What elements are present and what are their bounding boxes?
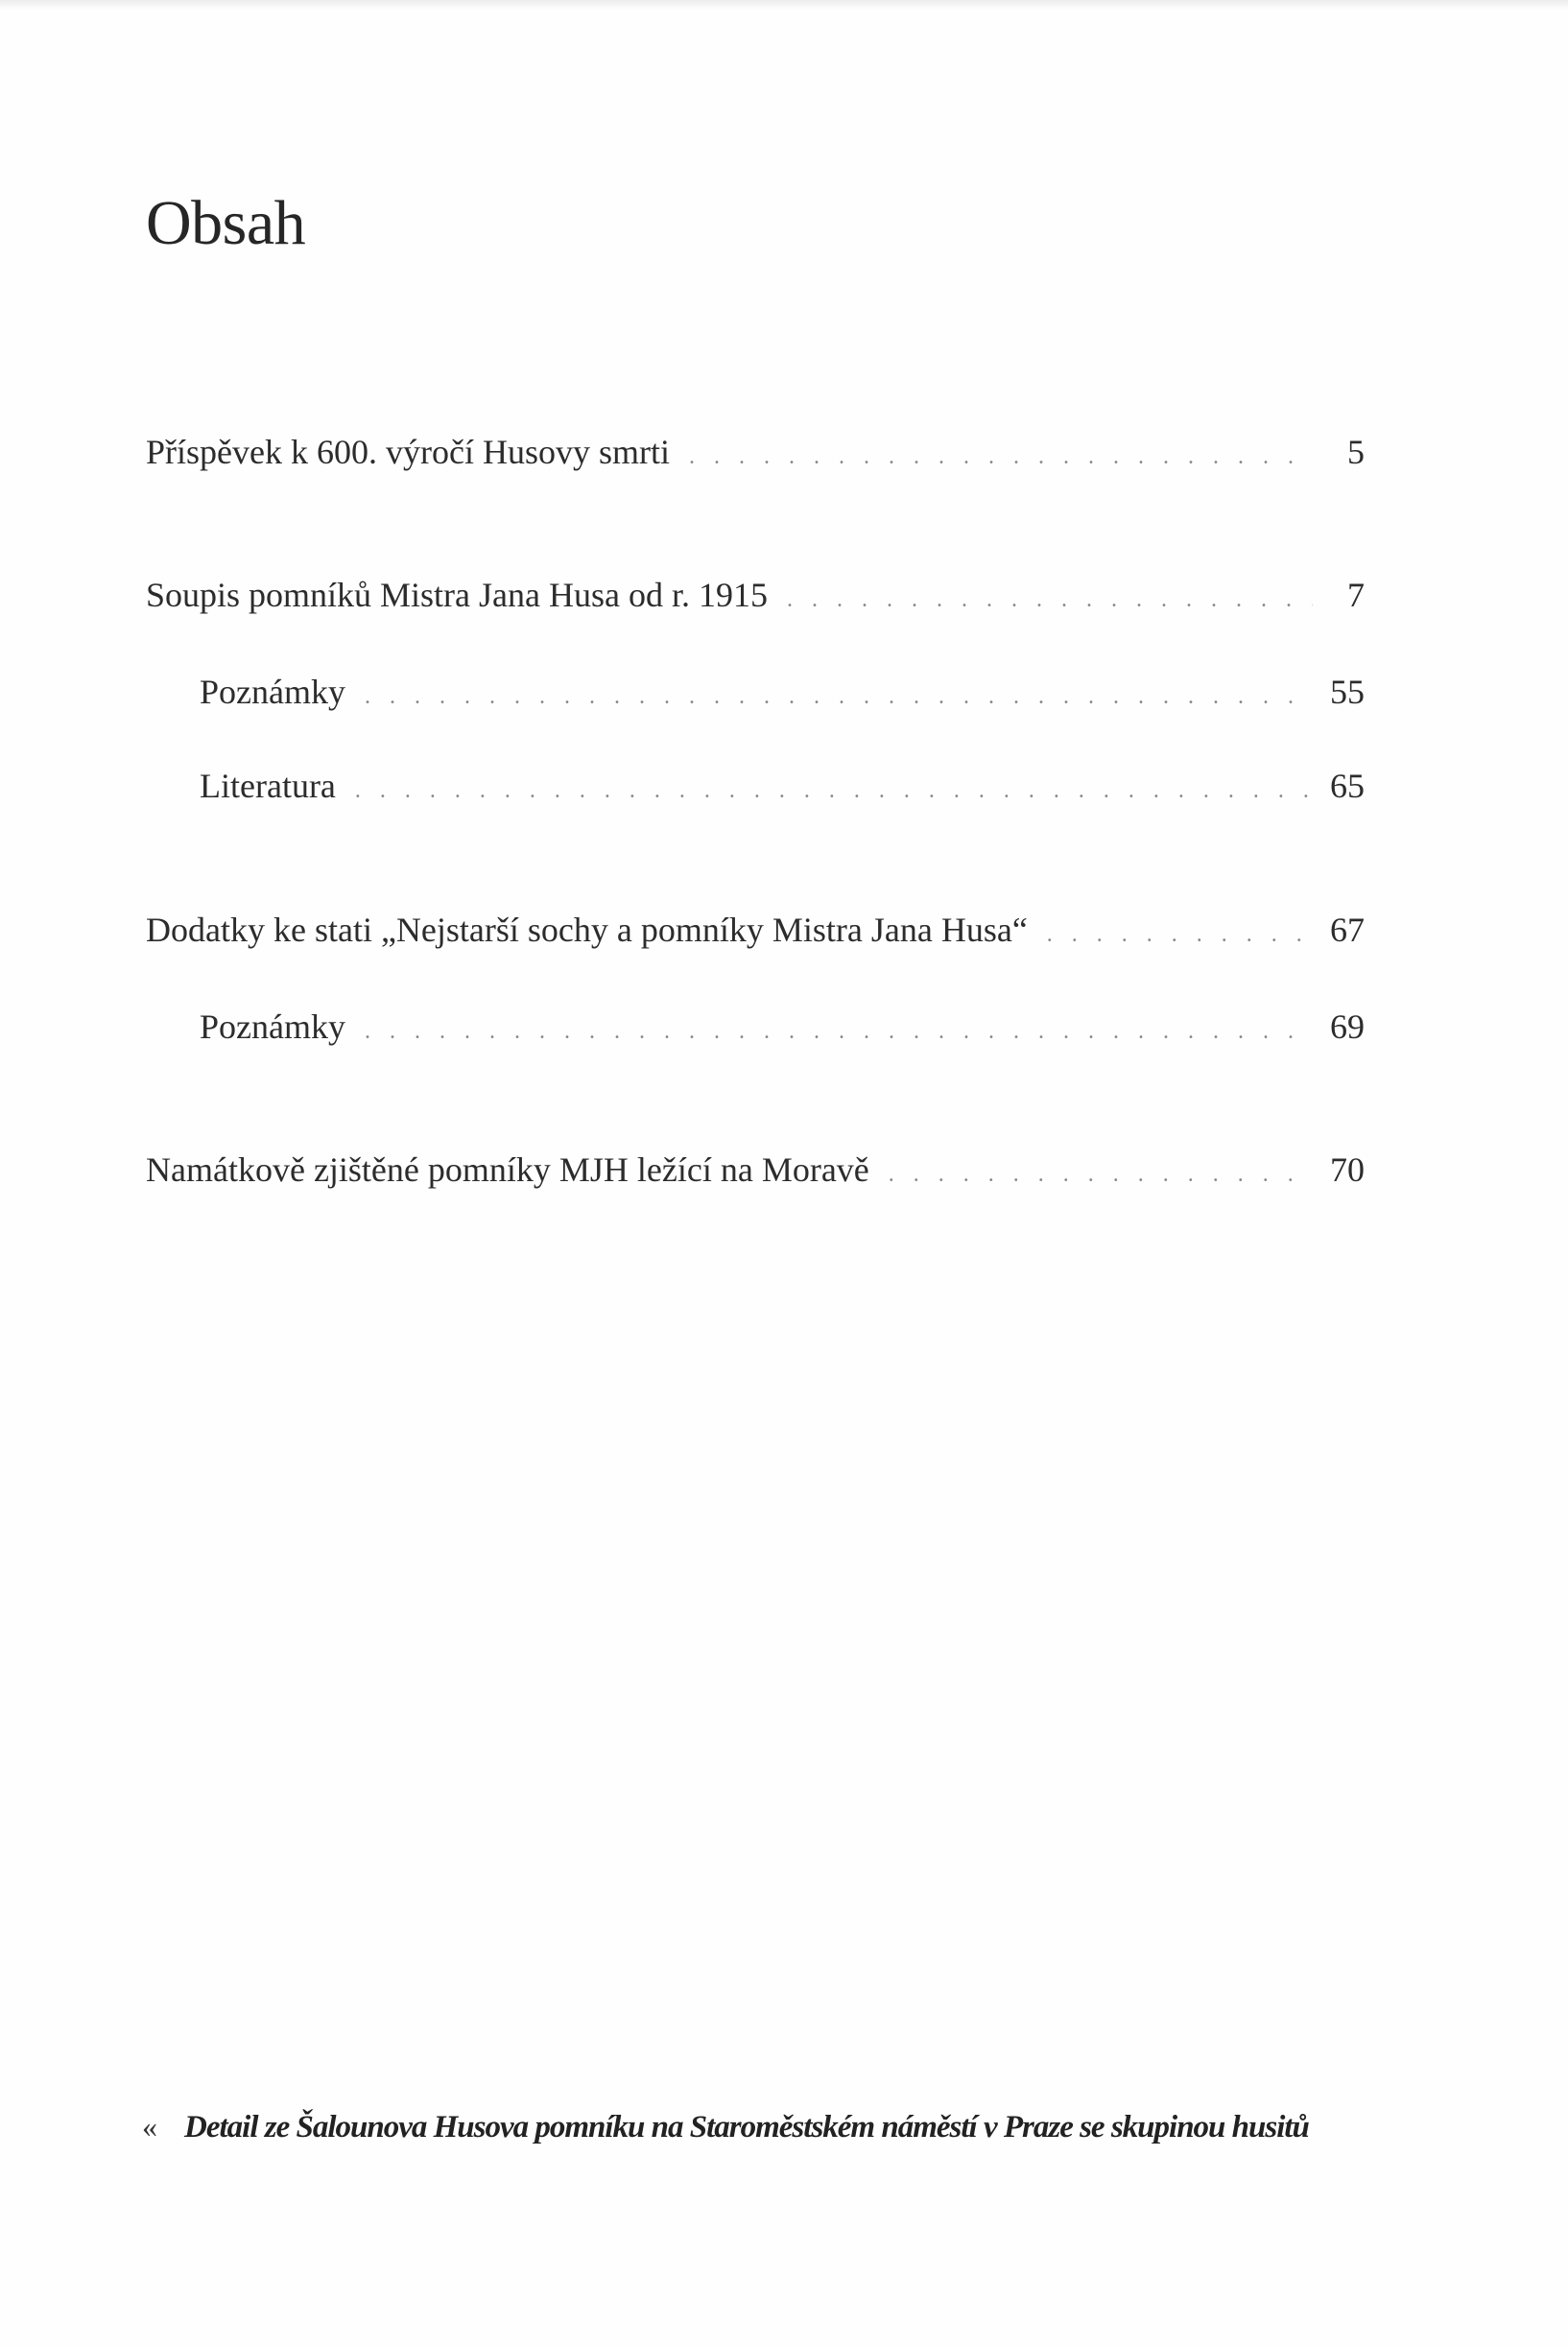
caption-text: Detail ze Šalounova Husova pomníku na Staroměstském náměstí v Praze se skupinou husitů <box>184 2110 1309 2145</box>
toc-entry-page: 69 <box>1330 1007 1365 1046</box>
toc-entry-title: Soupis pomníků Mistra Jana Husa od r. 1915 <box>146 576 768 614</box>
toc-entry <box>146 577 1365 615</box>
toc-entry <box>146 912 1365 950</box>
caption-marker: « <box>142 2109 154 2144</box>
dot-leader <box>1047 922 1313 947</box>
dot-leader <box>365 1019 1313 1044</box>
dot-leader <box>889 1162 1313 1187</box>
page-title: Obsah <box>146 188 306 258</box>
dot-leader <box>689 444 1313 469</box>
dot-leader <box>787 587 1313 612</box>
toc-entry-title: Namátkově zjištěné pomníky MJH ležící na Moravě <box>146 1150 869 1189</box>
toc-entry-page: 5 <box>1347 433 1365 471</box>
toc-entry-page: 67 <box>1330 911 1365 949</box>
dot-leader <box>365 684 1313 709</box>
toc-entry-page: 55 <box>1330 673 1365 711</box>
dot-leader <box>355 778 1313 803</box>
toc-entry-title: Příspěvek k 600. výročí Husovy smrti <box>146 433 670 471</box>
toc-entry-page: 70 <box>1330 1150 1365 1189</box>
toc-entry-title: Poznámky <box>200 673 345 711</box>
toc-subentry <box>200 674 1365 712</box>
toc-entry-title: Literatura <box>200 767 336 805</box>
toc-entry <box>146 1151 1365 1190</box>
image-caption <box>142 2109 1390 2146</box>
toc-entry-page: 7 <box>1347 576 1365 614</box>
toc-entry <box>146 434 1365 472</box>
toc-subentry <box>200 768 1365 806</box>
toc-entry-page: 65 <box>1330 767 1365 805</box>
toc-subentry <box>200 1008 1365 1047</box>
toc-entry-title: Poznámky <box>200 1007 345 1046</box>
toc-entry-title: Dodatky ke stati „Nejstarší sochy a pomníky Mistra Jana Husa“ <box>146 911 1028 949</box>
